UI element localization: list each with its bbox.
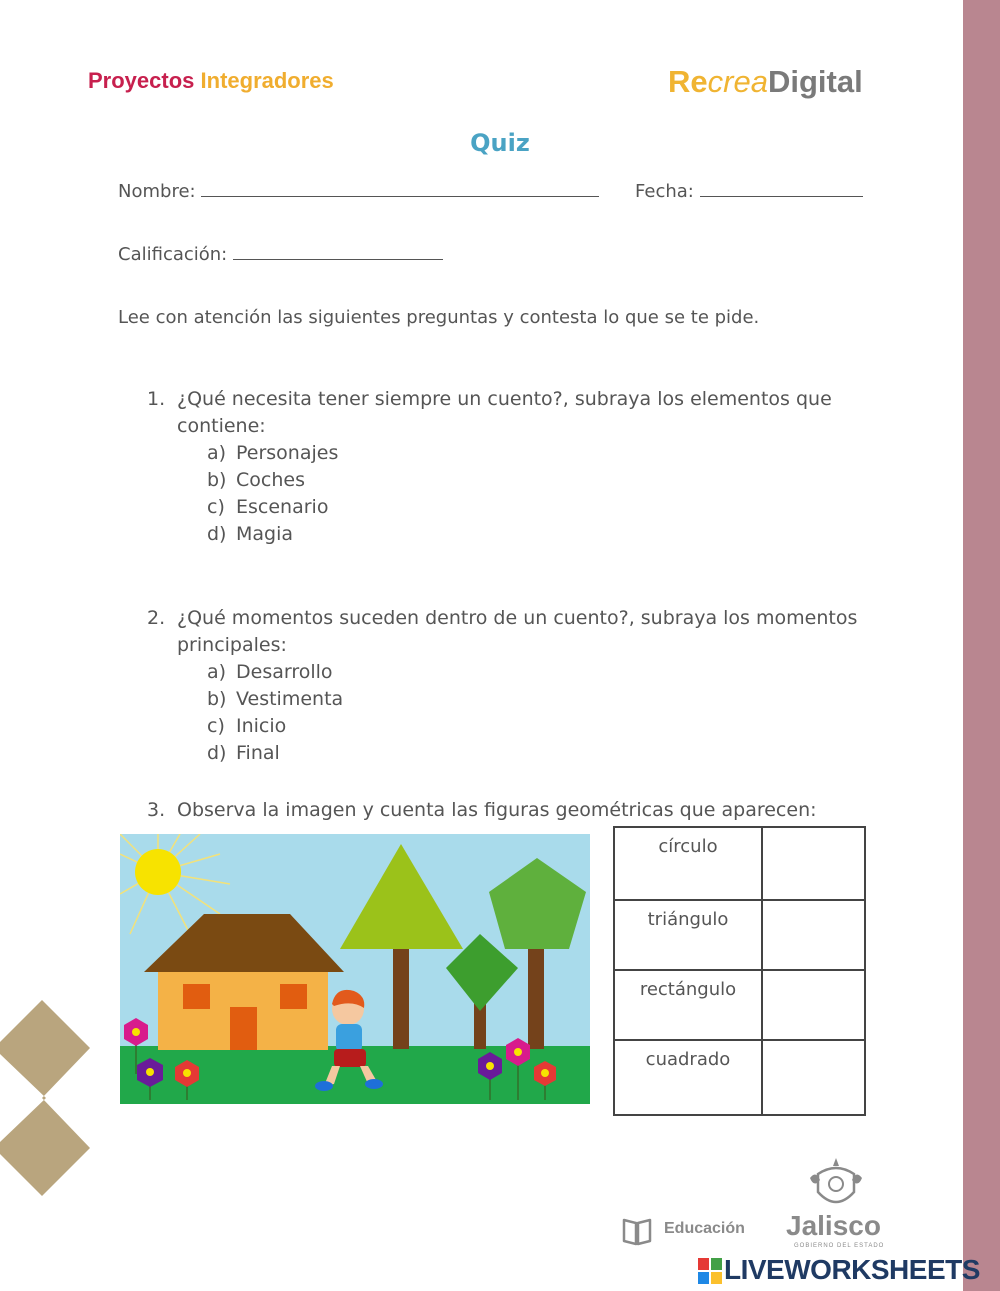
gobierno-label: GOBIERNO DEL ESTADO xyxy=(794,1243,885,1249)
side-bar-decoration xyxy=(963,0,1000,1291)
question-text: Observa la imagen y cuenta las figuras geométricas que aparecen: xyxy=(177,799,817,821)
option[interactable]: d) Magia xyxy=(207,523,294,545)
question-number: 1. xyxy=(147,388,166,410)
page-title: Quiz xyxy=(470,129,530,157)
date-label: Fecha: xyxy=(635,181,694,202)
table-row xyxy=(614,900,865,970)
shapes-count-table xyxy=(613,826,866,1116)
shape-label: cuadrado xyxy=(614,1040,762,1115)
question-number: 2. xyxy=(147,607,166,629)
answer-cell[interactable] xyxy=(762,970,865,1040)
question-3 xyxy=(147,797,917,824)
options-list xyxy=(207,659,887,767)
question-2 xyxy=(147,605,887,767)
question-1 xyxy=(147,386,887,548)
proyectos-integradores-logo: Proyectos Integradores xyxy=(88,68,334,93)
question-number: 3. xyxy=(147,799,166,821)
table-row xyxy=(614,827,865,900)
option[interactable]: a) Desarrollo xyxy=(207,661,333,683)
chevron-decoration xyxy=(0,1000,90,1200)
answer-cell[interactable] xyxy=(762,900,865,970)
options-list xyxy=(207,440,887,548)
grade-blank[interactable] xyxy=(233,243,443,260)
option[interactable]: c) Inicio xyxy=(207,715,287,737)
date-blank[interactable] xyxy=(700,180,863,197)
recrea-digital-logo: RecreaDigital xyxy=(668,64,863,99)
name-blank[interactable] xyxy=(201,180,599,197)
shape-label: rectángulo xyxy=(614,970,762,1040)
answer-cell[interactable] xyxy=(762,827,865,900)
date-field-row xyxy=(635,180,863,202)
table-row xyxy=(614,970,865,1040)
shape-label: círculo xyxy=(614,827,762,900)
answer-cell[interactable] xyxy=(762,1040,865,1115)
grade-label: Calificación: xyxy=(118,244,228,265)
education-label: Educación xyxy=(664,1220,745,1237)
table-row xyxy=(614,1040,865,1115)
liveworksheets-badge-icon xyxy=(698,1258,722,1284)
instructions: Lee con atención las siguientes preguntas y contesta lo que se te pide. xyxy=(118,307,760,328)
grade-field-row xyxy=(118,243,443,265)
option[interactable]: b) Coches xyxy=(207,469,305,491)
question-text: ¿Qué necesita tener siempre un cuento?, subraya los elementos que contiene: xyxy=(177,388,832,437)
option[interactable]: c) Escenario xyxy=(207,496,329,518)
option[interactable]: d) Final xyxy=(207,742,280,764)
jalisco-logo: Jalisco xyxy=(786,1210,881,1241)
jalisco-seal-icon xyxy=(806,1156,866,1212)
question-text: ¿Qué momentos suceden dentro de un cuento?, subraya los momentos principales: xyxy=(177,607,858,656)
name-label: Nombre: xyxy=(118,181,196,202)
book-icon xyxy=(621,1215,653,1247)
option[interactable]: b) Vestimenta xyxy=(207,688,344,710)
shape-label: triángulo xyxy=(614,900,762,970)
geometric-scene-image xyxy=(120,834,590,1104)
option[interactable]: a) Personajes xyxy=(207,442,339,464)
name-field-row xyxy=(118,180,599,202)
liveworksheets-logo[interactable]: LIVEWORKSHEETS xyxy=(724,1254,980,1285)
